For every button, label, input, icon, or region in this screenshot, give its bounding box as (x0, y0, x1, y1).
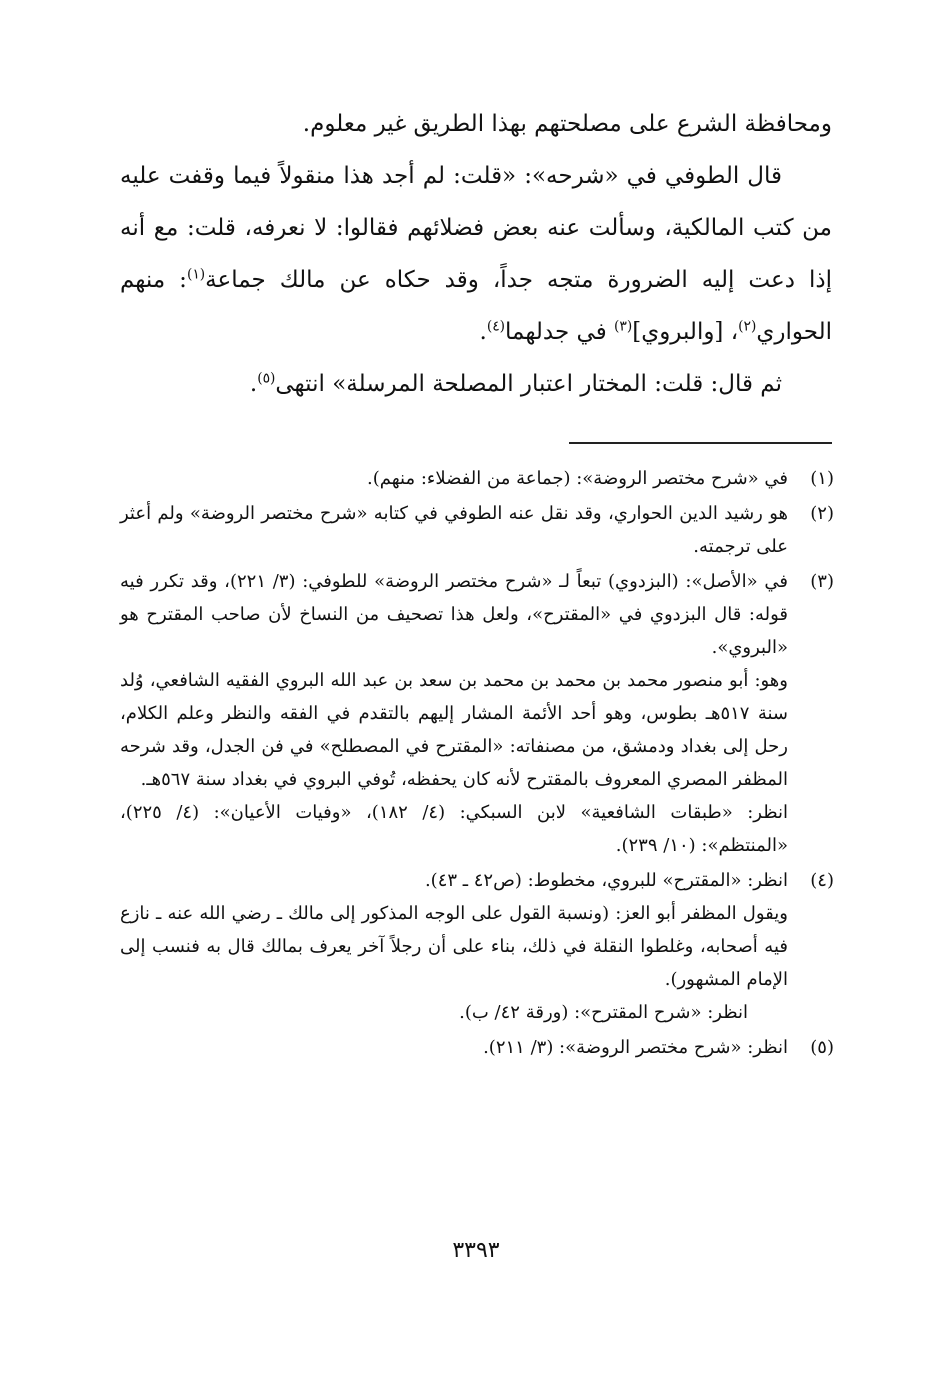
paragraph-text: في جدلهما (505, 319, 615, 345)
footnote-line: ويقول المظفر أبو العز: (ونسبة القول على الوجه المذكور إلى مالك ـ رضي الله عنه ـ نازع فيه أصحابه، وغلطوا النقلة في ذلك، بناء على أن رجلاً آخر يعرف بمالك قال به فنسب إلى الإمام المشهور). (120, 903, 788, 990)
footnote-text (120, 497, 788, 563)
footnote-text (120, 864, 788, 1029)
footnote-text (120, 565, 788, 862)
footnote-ref-3[interactable]: (٣) (614, 318, 633, 335)
footnote-1 (120, 462, 834, 495)
footnote-line: انظر: «شرح مختصر الروضة»: (٣/ ٢١١). (483, 1037, 788, 1058)
footnote-line: انظر: «شرح المقترح»: (ورقة ٤٢/ ب). (459, 1002, 748, 1023)
main-text (120, 98, 832, 410)
footnote-5 (120, 1031, 834, 1064)
footnote-line: في «شرح مختصر الروضة»: (جماعة من الفضلاء: منهم). (367, 468, 788, 489)
footnote-4 (120, 864, 834, 1029)
main-paragraph-1 (120, 98, 832, 150)
paragraph-text: . (479, 319, 487, 345)
footnote-separator (569, 442, 832, 444)
paragraph-text: ومحافظة الشرع على مصلحتهم بهذا الطريق غير معلوم. (302, 111, 832, 137)
footnote-ref-1[interactable]: (١) (186, 266, 206, 283)
footnote-number: (٤) (810, 870, 834, 891)
footnote-number: (٢) (810, 503, 834, 524)
footnote-line: انظر: «المقترح» للبروي، مخطوط: (ص٤٢ ـ ٤٣). (424, 870, 788, 891)
footnotes (120, 462, 834, 1066)
page-number: ٣٣٩٣ (452, 1238, 500, 1263)
paragraph-text: ، [والبروي] (632, 319, 739, 345)
footnote-line: وهو: أبو منصور محمد بن محمد بن محمد بن سعد بن عبد الله البروي الفقيه الشافعي، وُلد سنة ٥١٧هـ بطوس، وهو أحد الأئمة المشار إليهم بالتقدم في الفقه والنظر وعلم الكلام، رحل إلى بغداد ودمشق، من مصنفاته: «المقترح في المصطلح» في فن الجدل، وقد شرحه المظفر المصري المعروف بالمقترح لأنه كان يحفظه، تُوفي البروي في بغداد سنة ٥٦٧هـ. (120, 670, 789, 790)
main-paragraph-3 (120, 358, 832, 410)
footnote-ref-5[interactable]: (٥) (257, 370, 276, 387)
paragraph-text: : منهم الحواري (120, 267, 832, 345)
footnote-line: هو رشيد الدين الحواري، وقد نقل عنه الطوفي في كتابه «شرح مختصر الروضة» ولم أعثر على ترجمته. (120, 503, 788, 557)
footnote-ref-2[interactable]: (٢) (738, 318, 757, 335)
paragraph-text: قال الطوفي في «شرحه»: «قلت: لم أجد هذا منقولاً فيما وقفت عليه من كتب المالكية، وسألت عنه بعض فضلائهم فقالوا: لا نعرفه، قلت: مع أنه إذا دعت إليه الضرورة متجه جداً، وقد حكاه عن مالك جماعة (120, 163, 833, 293)
footnote-line: انظر: «طبقات الشافعية» لابن السبكي: (٤/ ١٨٢)، «وفيات الأعيان»: (٤/ ٢٢٥)، «المنتظم»: (١٠/ ٢٣٩). (120, 802, 788, 856)
footnote-text (120, 1031, 788, 1064)
footnote-line: في «الأصل»: (البزدوي) تبعاً لـ «شرح مختصر الروضة» للطوفي: (٣/ ٢٢١)، وقد تكرر فيه قوله: قال البزدوي في «المقترح»، ولعل هذا تصحيف من النساخ لأن صاحب المقترح هو «البروي». (120, 571, 788, 658)
footnote-2 (120, 497, 834, 563)
footnote-number: (٥) (810, 1037, 834, 1058)
paragraph-text: . (249, 371, 258, 397)
footnote-text (120, 462, 788, 495)
footnote-ref-4[interactable]: (٤) (486, 318, 506, 335)
footnote-3 (120, 565, 834, 862)
footnote-number: (٣) (810, 571, 834, 592)
main-paragraph-2 (120, 150, 832, 358)
footnote-number: (١) (810, 468, 834, 489)
paragraph-text: ثم قال: قلت: المختار اعتبار المصلحة المرسلة» انتهى (275, 371, 782, 397)
